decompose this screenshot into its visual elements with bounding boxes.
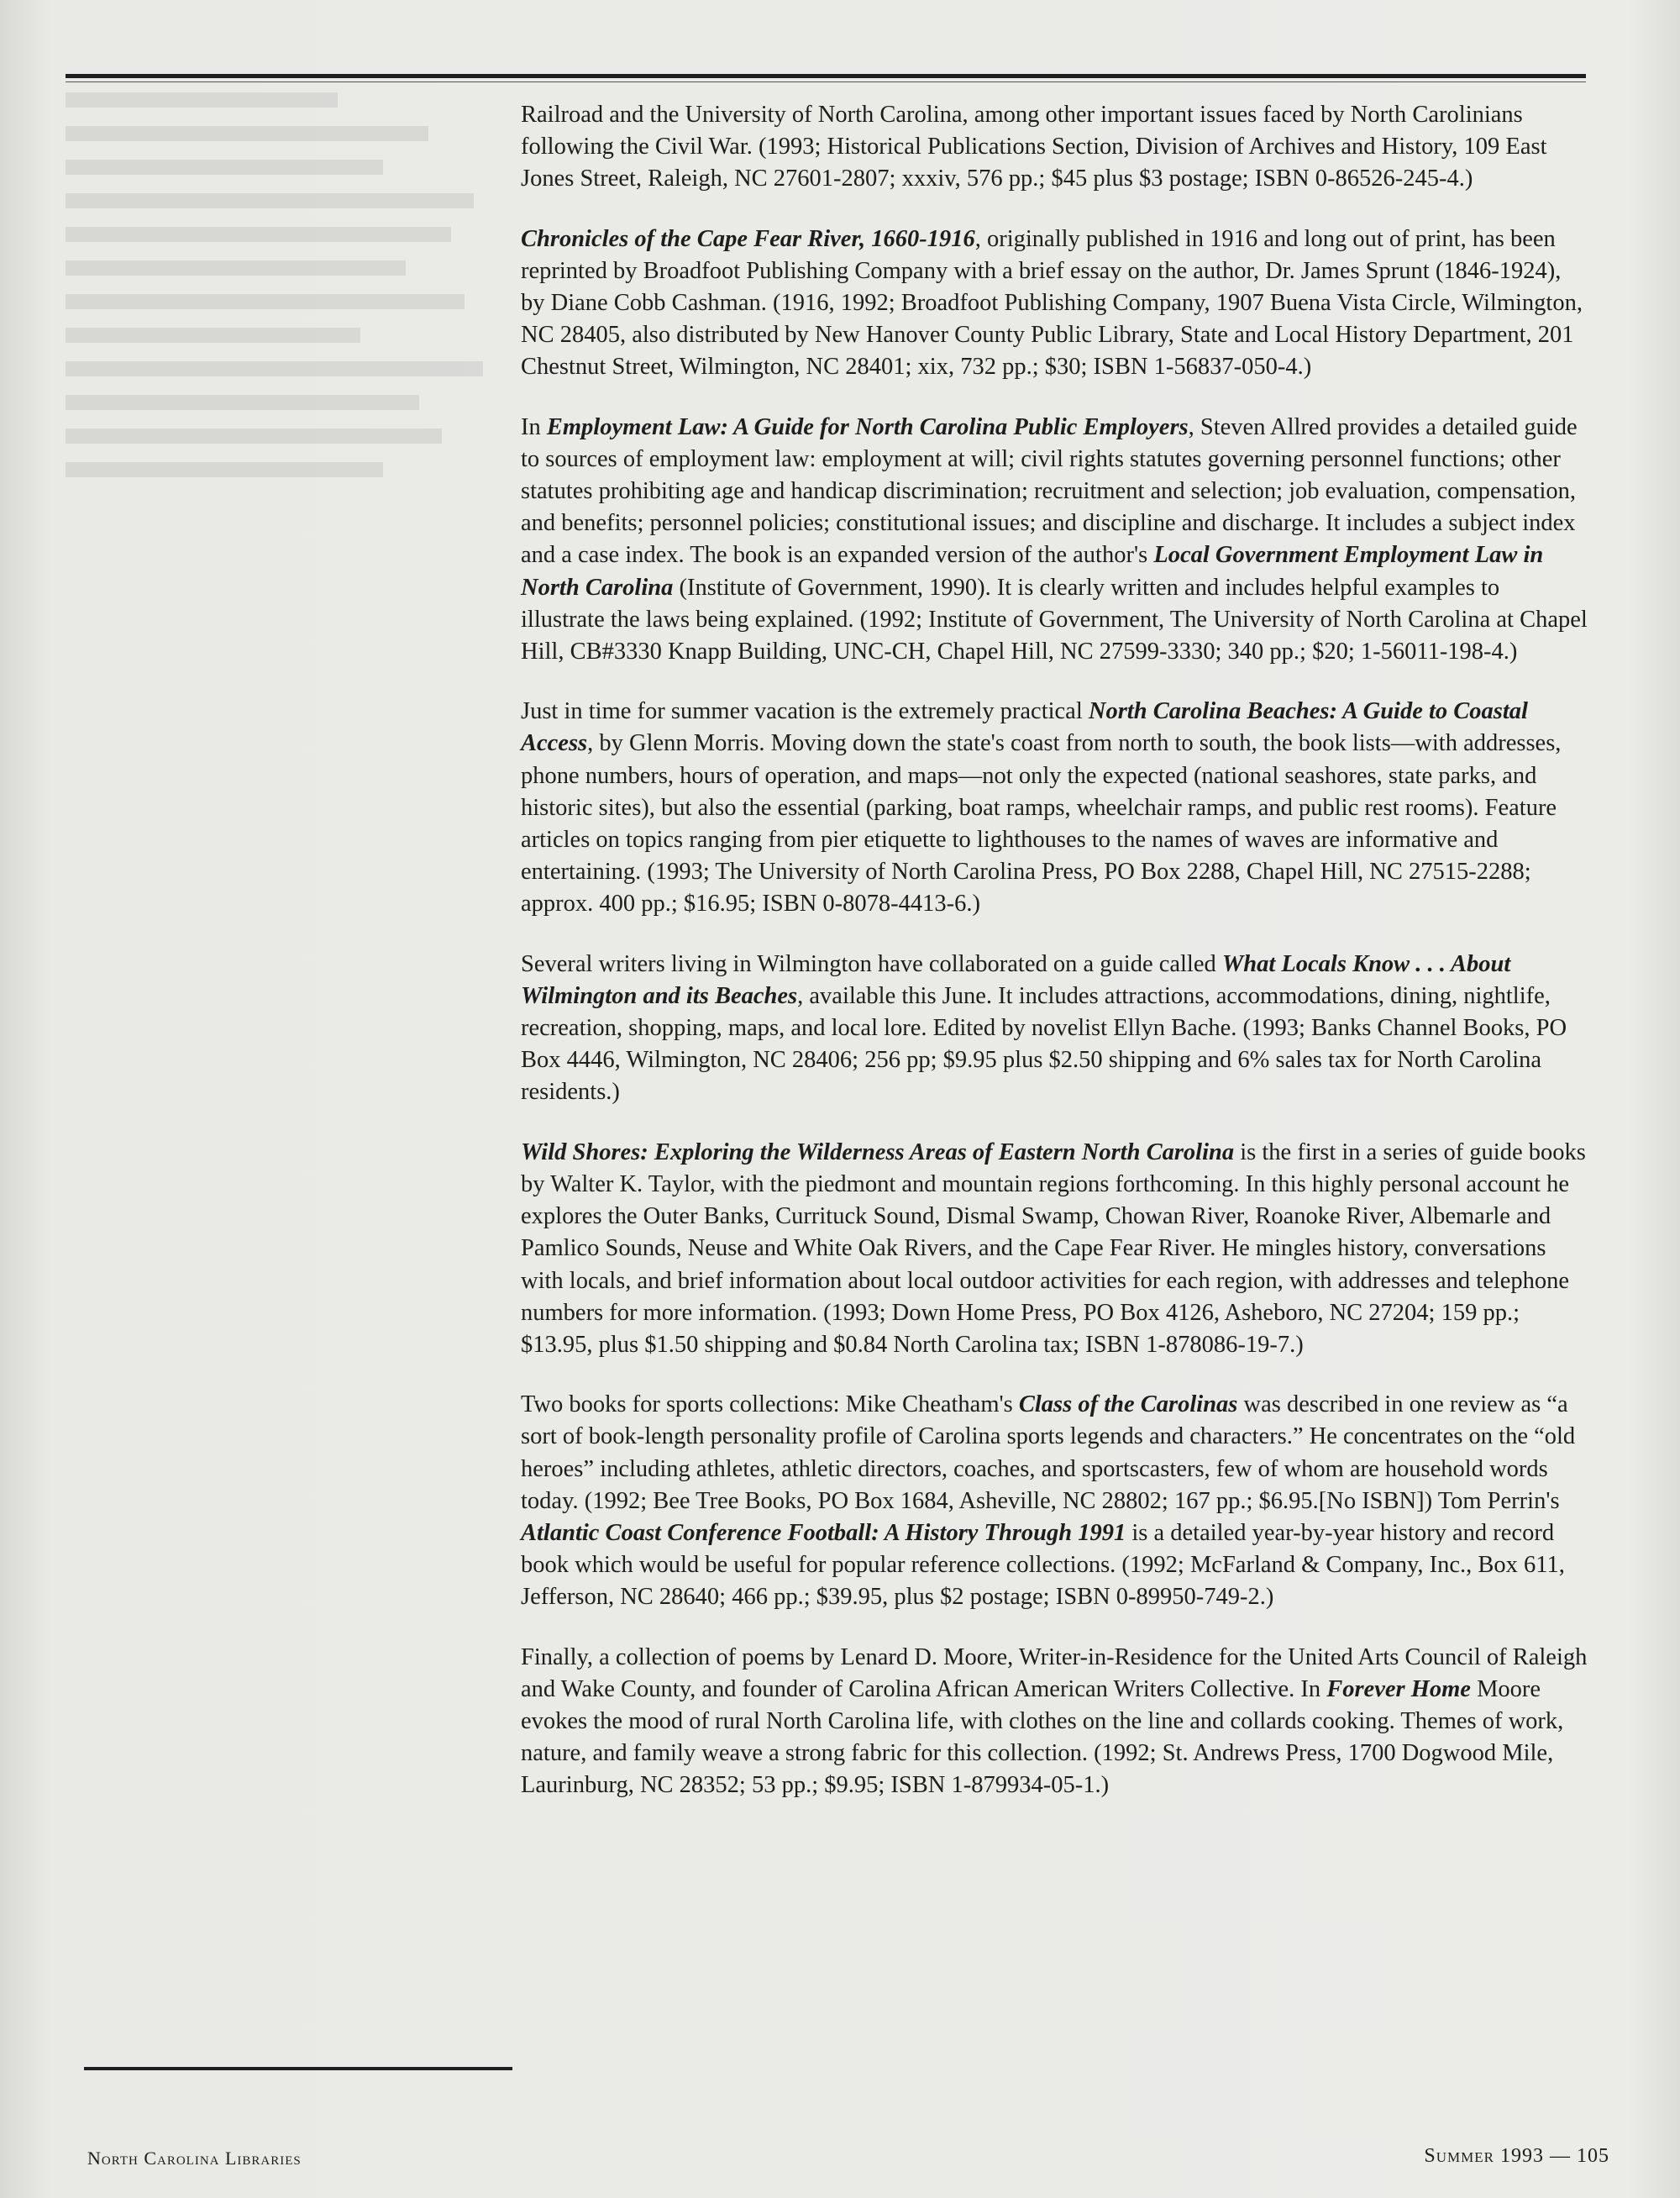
paragraph-text: In: [521, 413, 547, 440]
book-title: Class of the Carolinas: [1018, 1391, 1238, 1418]
bottom-rule: [84, 2067, 512, 2070]
paragraph-text: Moore evokes the mood of rural North Carolina life, with clothes on the line and collards cooking. Themes of work, nature, and family weave a strong fabric for this collection. (1992; St. Andrews Press, 1700 Dogwood Mile, Laurinburg, NC 28352; 53 pp.; $9.95; ISBN 1-879934-05-1.): [521, 1675, 1564, 1799]
paragraph-text: Two books for sports collections: Mike Cheatham's: [521, 1391, 1019, 1418]
paragraph-sports: [521, 1389, 1588, 1613]
article-column: [521, 99, 1588, 1830]
paragraph-text: Railroad and the University of North Carolina, among other important issues faced by North Carolinians following the Civil War. (1993; Historical Publications Section, Division of Archives and History, 109 East Jones Street, Raleigh, NC 27601-2807; xxxiv, 576 pp.; $45 plus $3 postage; ISBN 0-86526-245-4.): [521, 102, 1547, 192]
paragraph-cape-fear: [521, 223, 1588, 384]
paragraph-text: , by Glenn Morris. Moving down the state's coast from north to south, the book lists—with addresses, phone numbers, hours of operation, and maps—not only the expected (national seashores, state parks, and historic sites), but also the essential (parking, boat ramps, wheelchair ramps, and public rest rooms). Feature articles on topics ranging from pier etiquette to lighthouses to the names of waves are informative and entertaining. (1993; The University of North Carolina Press, PO Box 2288, Chapel Hill, NC 27515-2288; approx. 400 pp.; $16.95; ISBN 0-8078-4413-6.): [521, 730, 1562, 918]
footer-journal-name: North Carolina Libraries: [87, 2148, 302, 2169]
paragraph-text: is the first in a series of guide books by Walter K. Taylor, with the piedmont and mountain regions forthcoming. In this highly personal account he explores the Outer Banks, Currituck Sound, Dismal Swamp, Chowan River, Roanoke River, Albemarle and Pamlico Sounds, Neuse and White Oak Rivers, and the Cape Fear River. He mingles history, conversations with locals, and brief information about local outdoor activities for each region, with addresses and telephone numbers for more information. (1993; Down Home Press, PO Box 4126, Asheboro, NC 27204; 159 pp.; $13.95, plus $1.50 shipping and $0.84 North Carolina tax; ISBN 1-878086-19-7.): [521, 1138, 1586, 1358]
book-title: Forever Home: [1326, 1675, 1471, 1702]
top-rule: [66, 74, 1586, 78]
paragraph-railroad: [521, 99, 1588, 196]
book-title: Wild Shores: Exploring the Wilderness Areas of Eastern North Carolina: [521, 1138, 1235, 1165]
paragraph-beaches: [521, 696, 1588, 920]
paragraph-text: Just in time for summer vacation is the extremely practical: [521, 698, 1089, 725]
paragraph-text: is a detailed year-by-year history and record book which would be useful for popular reference collections. (1992; McFarland & Company, Inc., Box 611, Jefferson, NC 28640; 466 pp.; $39.95, plus $2 postage; ISBN 0-89950-749-2.): [521, 1519, 1565, 1611]
book-title: Local Government Employment Law in North Carolina: [521, 542, 1544, 601]
paragraph-employment-law: [521, 412, 1588, 669]
book-title: North Carolina Beaches: A Guide to Coastal Access: [521, 698, 1528, 757]
paragraph-forever-home: [521, 1642, 1588, 1802]
paragraph-text: , originally published in 1916 and long out of print, has been reprinted by Broadfoot Publishing Company with a brief essay on the author, Dr. James Sprunt (1846-1924), by Diane Cobb Cashman. (1916, 1992; Broadfoot Publishing Company, 1907 Buena Vista Circle, Wilmington, NC 28405, also distributed by New Hanover County Public Library, State and Local History Department, 201 Chestnut Street, Wilmington, NC 28401; xix, 732 pp.; $30; ISBN 1-56837-050-4.): [521, 225, 1583, 381]
paragraph-what-locals-know: [521, 949, 1588, 1109]
paragraph-text: was described in one review as “a sort of book-length personality profile of Carolina sports legends and characters.” He concentrates on the “old heroes” including athletes, athletic directors, coaches, and sportscasters, few of whom are household words today. (1992; Bee Tree Books, PO Box 1684, Asheville, NC 28802; 167 pp.; $6.95.[No ISBN]) Tom Perrin's: [521, 1391, 1576, 1514]
paragraph-text: (Institute of Government, 1990). It is clearly written and includes helpful examples to illustrate the laws being explained. (1992; Institute of Government, The University of North Carolina at Chapel Hill, CB#3330 Knapp Building, UNC-CH, Chapel Hill, NC 27599-3330; 340 pp.; $20; 1-56011-198-4.): [521, 574, 1588, 665]
book-title: Employment Law: A Guide for North Carolina Public Employers: [546, 413, 1189, 440]
paragraph-text: Several writers living in Wilmington have collaborated on a guide called: [521, 950, 1222, 977]
show-through-ghost-text: [66, 92, 519, 2059]
paragraph-wild-shores: [521, 1137, 1588, 1361]
book-title: What Locals Know . . . About Wilmington and its Beaches: [521, 950, 1511, 1009]
book-title: Atlantic Coast Conference Football: A History Through 1991: [521, 1519, 1126, 1546]
paragraph-text: , available this June. It includes attractions, accommodations, dining, nightlife, recreation, shopping, maps, and local lore. Edited by novelist Ellyn Bache. (1993; Banks Channel Books, PO Box 4446, Wilmington, NC 28406; 256 pp; $9.95 plus $2.50 shipping and 6% sales tax for North Carolina residents.): [521, 982, 1567, 1106]
paragraph-text: , Steven Allred provides a detailed guide to sources of employment law: employment at will; civil rights statutes governing personnel functions; other statutes prohibiting age and handicap discrimination; recruitment and selection; job evaluation, compensation, and benefits; personnel policies; constitutional issues; and discipline and discharge. It includes a subject index and a case index. The book is an expanded version of the author's: [521, 413, 1578, 569]
paragraph-text: Finally, a collection of poems by Lenard D. Moore, Writer-in-Residence for the United Arts Council of Raleigh and Wake County, and founder of Carolina African American Writers Collective. In: [521, 1643, 1588, 1702]
book-title: Chronicles of the Cape Fear River, 1660-1916: [521, 225, 975, 252]
footer-issue-page: Summer 1993 — 105: [1424, 2145, 1609, 2167]
